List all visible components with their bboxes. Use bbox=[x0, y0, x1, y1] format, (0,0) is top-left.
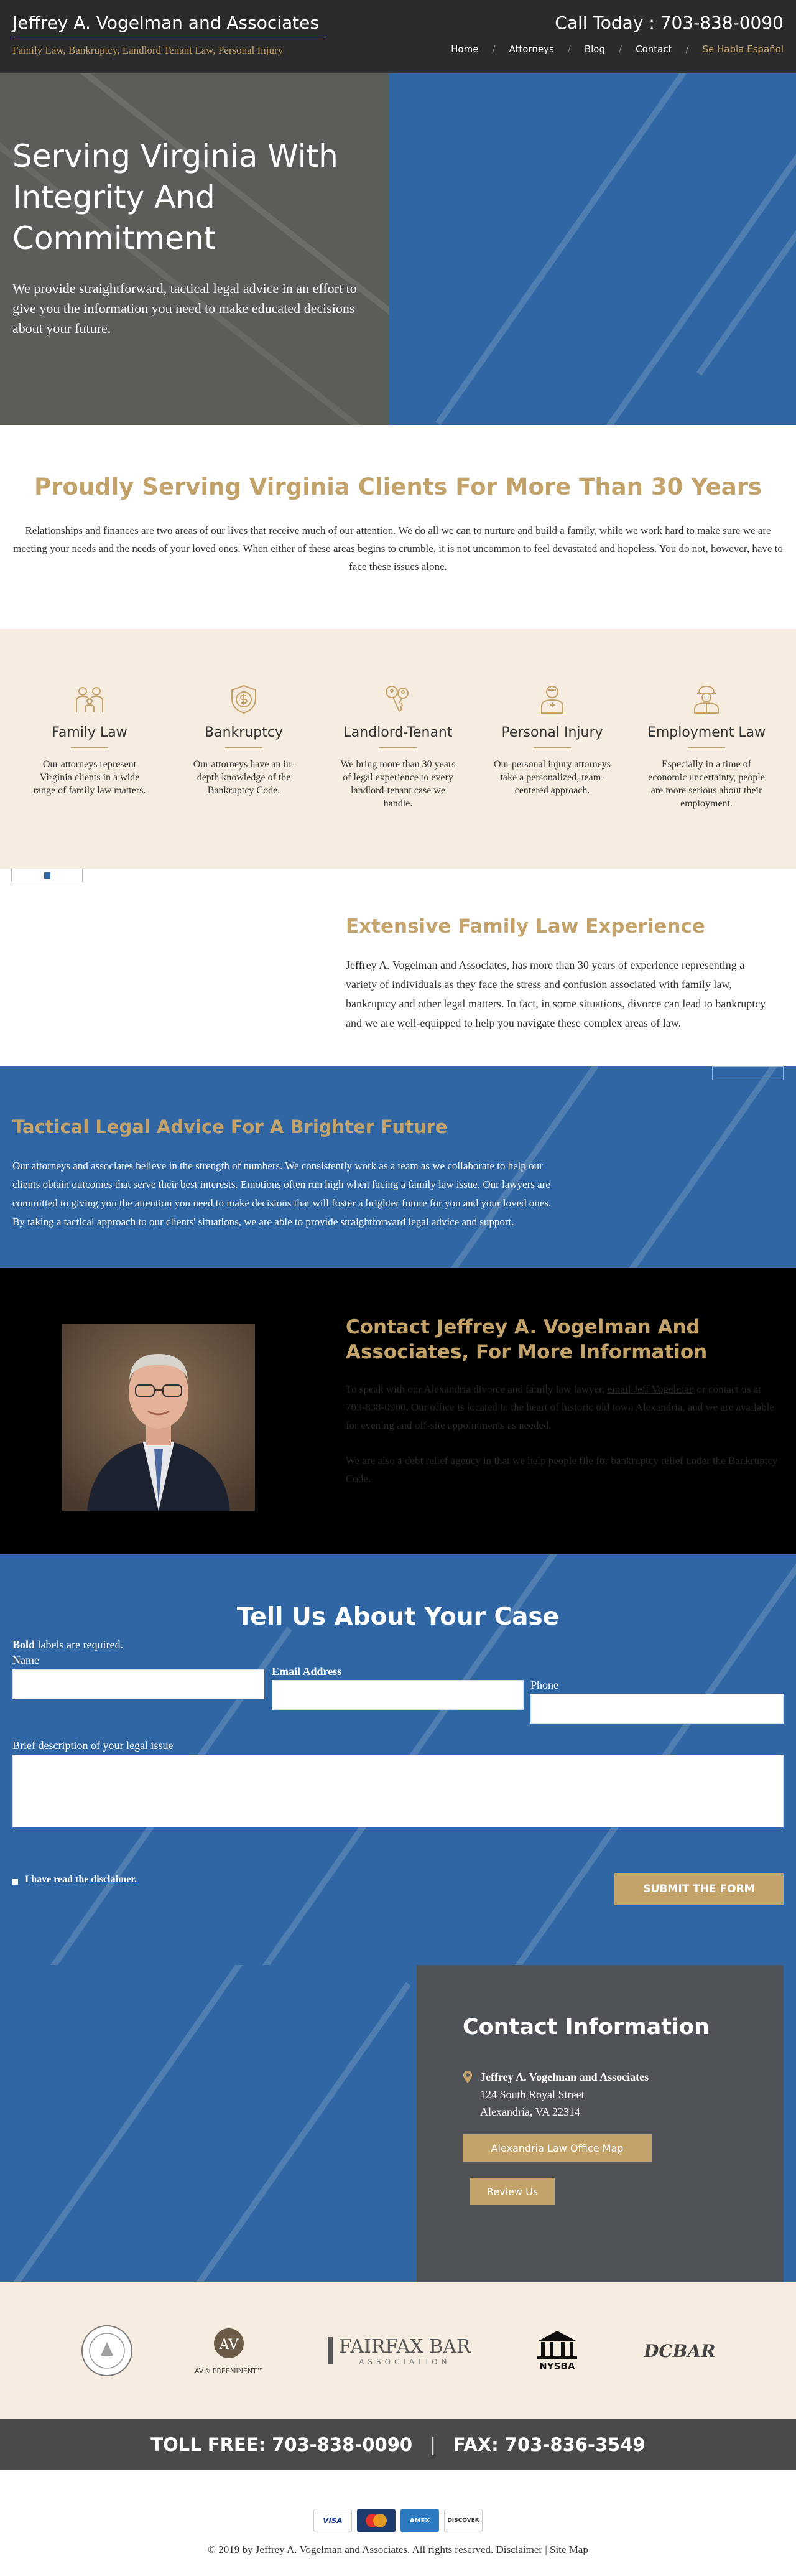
required-note bbox=[12, 1638, 123, 1651]
service-rule bbox=[379, 747, 417, 748]
intro-section bbox=[0, 425, 796, 629]
amex-card-icon: AMEX bbox=[400, 2509, 439, 2532]
service-text: We bring more than 30 years of legal experience to every landlord-tenant case we handle. bbox=[340, 759, 456, 809]
footer-divider: | bbox=[430, 2434, 436, 2455]
nav-blog[interactable]: Blog bbox=[584, 44, 606, 55]
dollar-shield-icon bbox=[175, 684, 312, 715]
bg-light-streak bbox=[174, 1982, 411, 2282]
intro-heading: Proudly Serving Virginia Clients For More Than 30 Years bbox=[34, 474, 762, 500]
nav-separator: / bbox=[492, 44, 496, 55]
checkbox-label-text: . bbox=[134, 1874, 137, 1885]
bg-light-streak bbox=[0, 1965, 255, 2282]
email-link[interactable]: email Jeff Vogelman bbox=[607, 1383, 695, 1395]
nav-separator: / bbox=[685, 44, 689, 55]
service-title: Employment Law bbox=[647, 725, 766, 740]
discover-card-icon: DISCOVER bbox=[444, 2509, 483, 2532]
disclaimer-checkbox-label bbox=[25, 1874, 137, 1885]
av-preeminent-badge bbox=[195, 2327, 264, 2375]
affiliations-section bbox=[0, 2282, 796, 2419]
contact-text: To speak with our Alexandria divorce and family law lawyer, bbox=[346, 1383, 608, 1395]
email-label: Email Address bbox=[272, 1665, 342, 1678]
service-rule bbox=[534, 747, 571, 748]
site-header bbox=[0, 0, 796, 73]
description-label: Brief description of your legal issue bbox=[12, 1739, 174, 1752]
service-text: Especially in a time of economic uncertainty, people are more serious about their employment. bbox=[648, 759, 765, 809]
office-address bbox=[480, 2068, 649, 2121]
site-map-link[interactable]: Site Map bbox=[550, 2544, 588, 2555]
bg-light-streak bbox=[622, 1066, 787, 1268]
contact-info-panel bbox=[417, 1965, 784, 2282]
address-firm: Jeffrey A. Vogelman and Associates bbox=[480, 2071, 649, 2083]
nav-separator: / bbox=[567, 44, 571, 55]
call-today-phone[interactable]: Call Today : 703-838-0090 bbox=[555, 12, 784, 33]
service-title: Personal Injury bbox=[501, 725, 603, 740]
hero-light-streak bbox=[591, 90, 796, 425]
form-heading: Tell Us About Your Case bbox=[236, 1603, 560, 1631]
disclaimer-footer-link[interactable]: Disclaimer bbox=[496, 2544, 543, 2555]
phone-label: Phone bbox=[530, 1679, 558, 1691]
service-landlord-tenant[interactable] bbox=[321, 684, 475, 869]
main-nav bbox=[451, 44, 784, 55]
required-note-text: labels are required. bbox=[35, 1638, 123, 1651]
nav-home[interactable]: Home bbox=[451, 44, 479, 55]
copyright-line bbox=[0, 2539, 796, 2576]
nysba-text: NYSBA bbox=[539, 2361, 575, 2372]
contact-paragraph bbox=[346, 1380, 781, 1434]
debt-relief-text: We are also a debt relief agency in that we help people file for bankruptcy relief under the Bankruptcy Code. bbox=[346, 1455, 778, 1485]
name-input[interactable] bbox=[12, 1669, 264, 1699]
fairfax-association-text: ASSOCIATION bbox=[359, 2357, 451, 2366]
hero-light-streak bbox=[696, 117, 796, 375]
payment-cards bbox=[0, 2470, 796, 2539]
service-rule bbox=[688, 747, 725, 748]
firm-name-logo[interactable]: Jeffrey A. Vogelman and Associates bbox=[12, 12, 319, 33]
practice-areas-section bbox=[0, 629, 796, 869]
address-city: Alexandria, VA 22314 bbox=[480, 2106, 580, 2118]
injured-person-icon bbox=[484, 684, 621, 715]
contact-heading: Contact Jeffrey A. Vogelman And Associates, For More Information bbox=[346, 1316, 708, 1363]
tactical-text: Our attorneys and associates believe in the strength of numbers. We consistently work as a team as we collaborate to help our clients obtain outcomes that serve their best interests. Emotions often run high when facing a family law issue. Our lawyers are committed to giving you the attention you need to make decisions that will foster a brighter future for you and your loved ones. By taking a tactical approach to our clients' situations, we are able to provide straightforward legal advice and support. bbox=[12, 1160, 552, 1228]
service-title: Bankruptcy bbox=[205, 725, 283, 740]
fairfax-bar-logo bbox=[325, 2336, 470, 2366]
worker-icon bbox=[638, 684, 775, 715]
dc-bar-text: DCBAR bbox=[644, 2340, 716, 2361]
toll-free-number[interactable]: TOLL FREE: 703-838-0090 bbox=[150, 2434, 413, 2455]
tactical-section bbox=[0, 1066, 796, 1268]
copyright-text: . All rights reserved. bbox=[407, 2544, 496, 2555]
nav-spanish[interactable]: Se Habla Español bbox=[702, 44, 784, 55]
case-form-section bbox=[0, 1554, 796, 1965]
map-pin-icon bbox=[463, 2071, 473, 2086]
phone-fax-bar bbox=[0, 2419, 796, 2470]
tactical-heading: Tactical Legal Advice For A Brighter Future bbox=[12, 1116, 448, 1137]
required-note-bold: Bold bbox=[12, 1638, 35, 1651]
service-title: Family Law bbox=[52, 725, 127, 740]
address-street: 124 South Royal Street bbox=[480, 2088, 585, 2101]
family-law-section bbox=[0, 869, 796, 1066]
submit-form-button[interactable]: SUBMIT THE FORM bbox=[614, 1873, 784, 1905]
email-input[interactable] bbox=[272, 1680, 524, 1710]
family-icon bbox=[21, 684, 158, 715]
contact-text: or contact us at 703-838-0900. Our office is located in the heart of historic old town Alexandria, and we are available for evening and off-site appointments as needed. bbox=[346, 1383, 774, 1431]
service-personal-injury[interactable] bbox=[475, 684, 629, 869]
service-employment-law[interactable] bbox=[629, 684, 784, 869]
image-placeholder bbox=[712, 1066, 784, 1080]
service-text: Our attorneys have an in-depth knowledge of the Bankruptcy Code. bbox=[193, 759, 295, 796]
family-text: Jeffrey A. Vogelman and Associates, has more than 30 years of experience representing a variety of individuals as they face the stress and confusion associated with family law, bankruptcy and other legal matters. In fact, in some situations, divorce can lead to bankruptcy and we are well-equipped to help you navigate these complex areas of law. bbox=[346, 959, 766, 1029]
service-text: Our attorneys represent Virginia clients in a wide range of family law matters. bbox=[33, 759, 146, 796]
footer-link-separator: | bbox=[542, 2544, 550, 2555]
hero-section bbox=[0, 73, 796, 425]
nav-attorneys[interactable]: Attorneys bbox=[509, 44, 554, 55]
review-us-button[interactable]: Review Us bbox=[470, 2178, 555, 2205]
av-preeminent-text: AV® PREEMINENT™ bbox=[194, 2366, 264, 2375]
description-textarea[interactable] bbox=[12, 1755, 784, 1827]
keys-icon bbox=[330, 684, 466, 715]
service-title: Landlord-Tenant bbox=[343, 725, 453, 740]
nav-contact[interactable]: Contact bbox=[636, 44, 672, 55]
contact-info-heading: Contact Information bbox=[463, 2015, 710, 2040]
service-rule bbox=[71, 747, 108, 748]
virginia-state-bar-seal bbox=[81, 2325, 133, 2377]
service-family-law[interactable] bbox=[12, 684, 167, 869]
hero-title: Serving Virginia With Integrity And Commitment bbox=[12, 138, 338, 256]
nav-separator: / bbox=[619, 44, 622, 55]
visa-card-icon: VISA bbox=[313, 2509, 352, 2532]
practice-areas-tagline: Family Law, Bankruptcy, Landlord Tenant Law, Personal Injury bbox=[12, 39, 325, 57]
svg-text:AV: AV bbox=[220, 2336, 239, 2353]
attorney-photo bbox=[62, 1324, 255, 1511]
service-text: Our personal injury attorneys take a personalized, team-centered approach. bbox=[494, 759, 611, 796]
checkbox-label-text: I have read the bbox=[25, 1874, 91, 1885]
hero-text: We provide straightforward, tactical legal advice in an effort to give you the information you need to make educated decisions about your future. bbox=[12, 281, 357, 336]
firm-home-link[interactable]: Jeffrey A. Vogelman and Associates bbox=[255, 2544, 407, 2555]
hero-light-streak bbox=[435, 73, 796, 425]
nysba-logo bbox=[532, 2330, 582, 2372]
fax-number: FAX: 703-836-3549 bbox=[453, 2434, 646, 2455]
fairfax-bar-text: FAIRFAX BAR bbox=[339, 2335, 471, 2358]
family-heading: Extensive Family Law Experience bbox=[346, 915, 705, 938]
intro-text: Relationships and finances are two areas of our lives that receive much of our attention. We do all we can to nurture and build a family, while we work hard to make sure we are meeting your needs and the needs of your loved ones. When either of these areas begins to crumble, it is not uncommon to feel devastated and hopeless. You do not, however, have to face these issues alone. bbox=[13, 525, 783, 572]
contact-cta-section bbox=[0, 1268, 796, 1554]
office-map-button[interactable]: Alexandria Law Office Map bbox=[463, 2134, 652, 2162]
copyright-text: © 2019 by bbox=[208, 2544, 256, 2555]
name-label: Name bbox=[12, 1654, 39, 1666]
phone-input[interactable] bbox=[530, 1694, 784, 1724]
disclaimer-checkbox[interactable] bbox=[12, 1879, 18, 1885]
contact-info-section bbox=[0, 1965, 796, 2282]
mastercard-card-icon bbox=[357, 2509, 396, 2532]
image-placeholder bbox=[11, 869, 83, 882]
disclaimer-link[interactable]: disclaimer bbox=[91, 1874, 134, 1885]
service-bankruptcy[interactable] bbox=[167, 684, 321, 869]
site-footer bbox=[0, 2419, 796, 2576]
service-rule bbox=[225, 747, 262, 748]
dc-bar-logo bbox=[644, 2341, 715, 2361]
